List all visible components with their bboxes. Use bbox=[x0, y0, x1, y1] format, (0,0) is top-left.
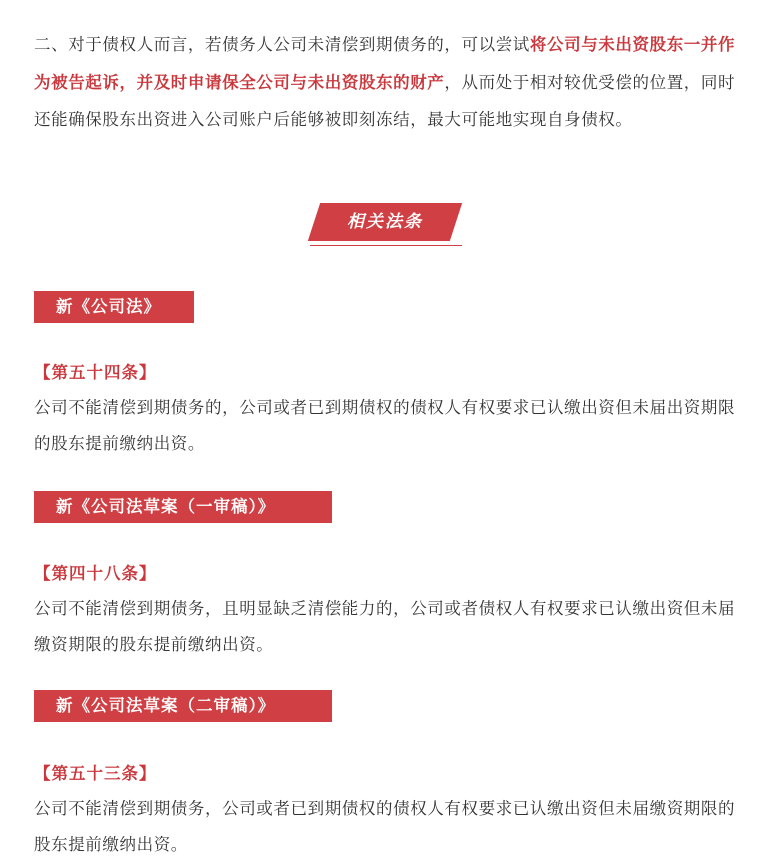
law-tag-company-law: 新《公司法》 bbox=[34, 291, 194, 323]
article-number-54: 【第五十四条】 bbox=[34, 363, 157, 382]
intro-text-start: 二、对于债权人而言，若债务人公司未清偿到期债务的，可以尝试 bbox=[34, 35, 530, 54]
related-laws-heading bbox=[306, 201, 462, 247]
article-body-48: 公司不能清偿到期债务，且明显缺乏清偿能力的，公司或者债权人有权要求已认缴出资但未届缴资期限的股东提前缴纳出资。 bbox=[34, 599, 736, 654]
heading-label: 相关法条 bbox=[347, 212, 423, 232]
intro-highlight: 将公司与未出资股东一并作为被告起诉，并及时申请保全公司与未出资股东的财产 bbox=[34, 35, 736, 92]
intro-paragraph bbox=[34, 26, 744, 139]
heading-underline bbox=[310, 245, 462, 246]
law-tag-draft-second: 新《公司法草案（二审稿）》 bbox=[34, 690, 332, 722]
article-number-48: 【第四十八条】 bbox=[34, 564, 157, 583]
article-number-53: 【第五十三条】 bbox=[34, 764, 157, 783]
article-body-54: 公司不能清偿到期债务的，公司或者已到期债权的债权人有权要求已认缴出资但未届出资期限的股东提前缴纳出资。 bbox=[34, 398, 736, 453]
intro-text-end: ，从而处于相对较优受偿的位置，同时还能确保股东出资进入公司账户后能够被即刻冻结，最大可能地实现自身债权。 bbox=[34, 72, 736, 129]
article-body-53: 公司不能清偿到期债务，公司或者已到期债权的债权人有权要求已认缴出资但未届缴资期限的股东提前缴纳出资。 bbox=[34, 799, 736, 854]
law-tag-draft-first: 新《公司法草案（一审稿）》 bbox=[34, 491, 332, 523]
